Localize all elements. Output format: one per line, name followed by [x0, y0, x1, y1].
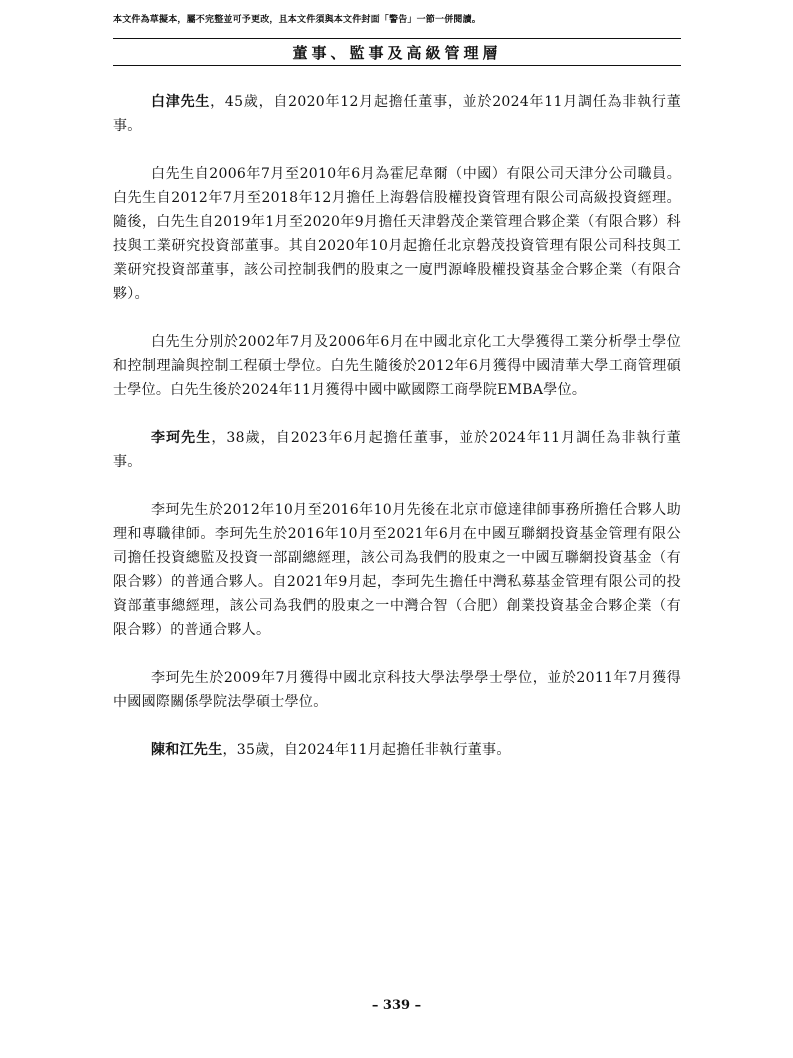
- draft-disclaimer: 本文件為草擬本，屬不完整並可予更改，且本文件須與本文件封面「警告」一節一併閱讀。: [113, 15, 482, 25]
- paragraph-li-career: [113, 498, 681, 642]
- section-title: 董事、監事及高級管理層: [292, 44, 502, 62]
- paragraph-text: ，38歲，自2023年6月起擔任董事，並於2024年11月調任為非執行董事。: [113, 430, 682, 470]
- paragraph-text: 李珂先生於2009年7月獲得中國北京科技大學法學學士學位，並於2011年7月獲得中國國際關係學院法學碩士學位。: [113, 670, 681, 710]
- paragraph-bai-education: [113, 330, 681, 402]
- paragraph-text: 白先生自2006年7月至2010年6月為霍尼韋爾（中國）有限公司天津分公司職員。白先生自2012年7月至2018年12月擔任上海磐信股權投資管理有限公司高級投資經理。隨後，白先生自2019年1月至2020年9月擔任天津磐茂企業管理合夥企業（有限合夥）科技與工業研究投資部董事。其自2020年10月起擔任北京磐茂投資管理有限公司科技與工業研究投資部董事，該公司控制我們的股東之一廈門源峰股權投資基金合夥企業（有限合夥）。: [113, 166, 681, 302]
- director-name-bai: 白津先生: [151, 94, 211, 110]
- paragraph-chen-intro: [113, 738, 681, 762]
- paragraph-li-education: [113, 666, 681, 714]
- paragraph-text: 李珂先生於2012年10月至2016年10月先後在北京市億達律師事務所擔任合夥人助理和專職律師。李珂先生於2016年10月至2021年6月在中國互聯網投資基金管理有限公司擔任投資總監及投資一部副總經理，該公司為我們的股東之一中國互聯網投資基金（有限合夥）的普通合夥人。自2021年9月起，李珂先生擔任中灣私募基金管理有限公司的投資部董事總經理，該公司為我們的股東之一中灣合智（合肥）創業投資基金合夥企業（有限合夥）的普通合夥人。: [113, 502, 681, 638]
- paragraph-li-intro: [113, 426, 681, 474]
- director-name-li: 李珂先生: [151, 430, 212, 446]
- paragraph-bai-intro: [113, 90, 681, 138]
- paragraph-bai-career: [113, 162, 681, 306]
- director-name-chen: 陳和江先生: [151, 742, 223, 758]
- header-rule-bottom: [113, 65, 681, 66]
- paragraph-text: ，45歲，自2020年12月起擔任董事，並於2024年11月調任為非執行董事。: [113, 94, 681, 134]
- page-number: – 339 –: [371, 998, 422, 1013]
- paragraph-text: ，35歲，自2024年11月起擔任非執行董事。: [222, 742, 511, 758]
- header-rule-top: [113, 38, 681, 39]
- document-body: [113, 90, 681, 786]
- paragraph-text: 白先生分別於2002年7月及2006年6月在中國北京化工大學獲得工業分析學士學位和控制理論與控制工程碩士學位。白先生隨後於2012年6月獲得中國清華大學工商管理碩士學位。白先生後於2024年11月獲得中國中歐國際工商學院EMBA學位。: [113, 334, 681, 398]
